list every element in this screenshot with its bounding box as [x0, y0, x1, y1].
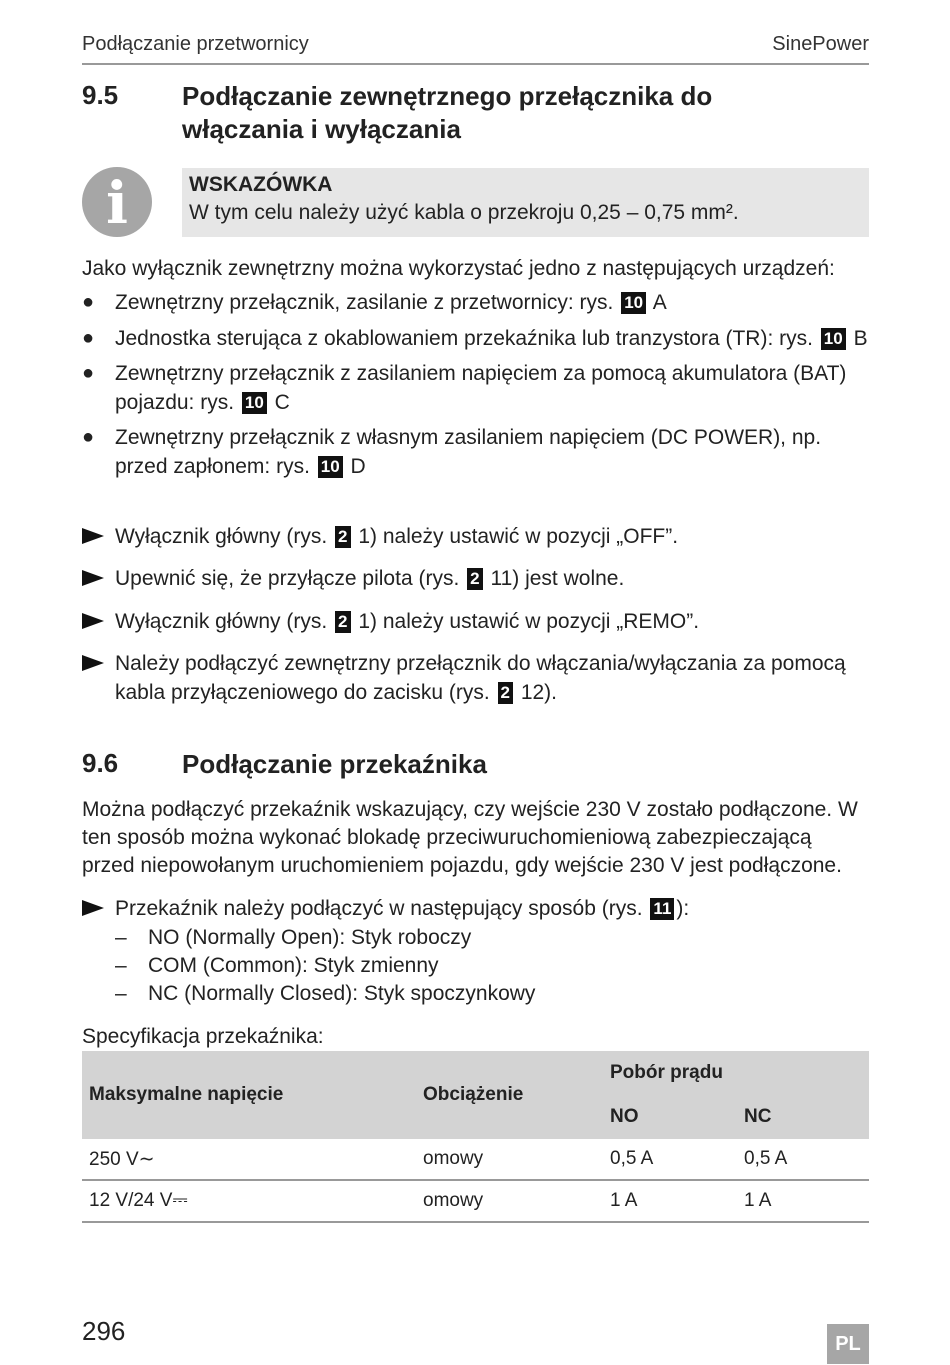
figure-ref: 10: [242, 392, 267, 414]
section-number: 9.5: [82, 80, 119, 110]
col-header-voltage: Maksymalne napięcie: [82, 1051, 416, 1139]
dash-icon: –: [115, 982, 127, 1005]
relay-paragraph: Można podłączyć przekaźnik wskazujący, czy wejście 230 V zostało podłączone. W ten sposób można wykonać blokadę przeciwuruchomieniową zabezpieczającą przed niepowołanym uruchomieniem pojazdu, gdy wejście 230 V jest podłączone.: [82, 798, 858, 877]
cell-voltage: 250 V∼: [82, 1139, 416, 1180]
spec-label: Specyfikacja przekaźnika:: [82, 1025, 324, 1048]
cell-load: omowy: [416, 1139, 603, 1180]
arrow-right-icon: [82, 528, 104, 544]
dc-symbol-icon: ⎓: [172, 1190, 188, 1211]
col-header-current: Pobór prądu: [603, 1051, 869, 1095]
dash-icon: –: [115, 926, 127, 949]
arrow-right-icon: [82, 655, 104, 671]
figure-ref: 11: [650, 898, 674, 920]
note-box: [182, 168, 869, 237]
figure-ref: 2: [335, 526, 350, 548]
arrow-right-icon: [82, 613, 104, 629]
cell-no: 0,5 A: [603, 1139, 737, 1180]
cell-nc: 0,5 A: [737, 1139, 869, 1180]
page-number: 296: [82, 1316, 126, 1346]
bullet-icon: ●: [82, 426, 95, 448]
bullet-icon: ●: [82, 362, 95, 384]
col-header-no: NO: [603, 1095, 737, 1139]
bullet-icon: ●: [82, 291, 95, 313]
note-text: W tym celu należy użyć kabla o przekroju 0,25 – 0,75 mm².: [189, 201, 739, 224]
section-heading-9-5: [82, 80, 869, 150]
section-title: Podłączanie zewnętrznego przełącznika do włączania i wyłączania: [182, 81, 713, 144]
col-header-load: Obciążenie: [416, 1051, 603, 1139]
section-heading-9-6: [82, 748, 869, 784]
figure-ref: 2: [498, 682, 513, 704]
figure-ref: 2: [467, 568, 482, 590]
table-row: [82, 1180, 869, 1222]
table-row: [82, 1139, 869, 1180]
info-icon: i: [82, 167, 152, 237]
section-number: 9.6: [82, 748, 119, 778]
figure-ref: 10: [821, 328, 846, 350]
cell-no: 1 A: [603, 1180, 737, 1222]
page-header: [82, 33, 869, 65]
figure-ref: 10: [621, 292, 646, 314]
header-chapter: Podłączanie przetwornicy: [82, 33, 309, 55]
bullet-icon: ●: [82, 327, 95, 349]
arrow-right-icon: [82, 900, 104, 916]
dash-icon: –: [115, 954, 127, 977]
language-badge: PL: [827, 1324, 869, 1364]
intro-text: Jako wyłącznik zewnętrzny można wykorzystać jedno z następujących urządzeń:: [82, 257, 835, 280]
cell-load: omowy: [416, 1180, 603, 1222]
section-title: Podłączanie przekaźnika: [182, 749, 487, 779]
relay-spec-table: [82, 1051, 869, 1223]
ac-symbol-icon: ∼: [138, 1148, 155, 1170]
arrow-right-icon: [82, 570, 104, 586]
note-title: WSKAZÓWKA: [189, 173, 333, 196]
cell-voltage: 12 V/24 V⎓: [82, 1180, 416, 1222]
header-product: SinePower: [772, 33, 869, 55]
col-header-nc: NC: [737, 1095, 869, 1139]
figure-ref: 10: [318, 456, 343, 478]
figure-ref: 2: [335, 611, 350, 633]
cell-nc: 1 A: [737, 1180, 869, 1222]
